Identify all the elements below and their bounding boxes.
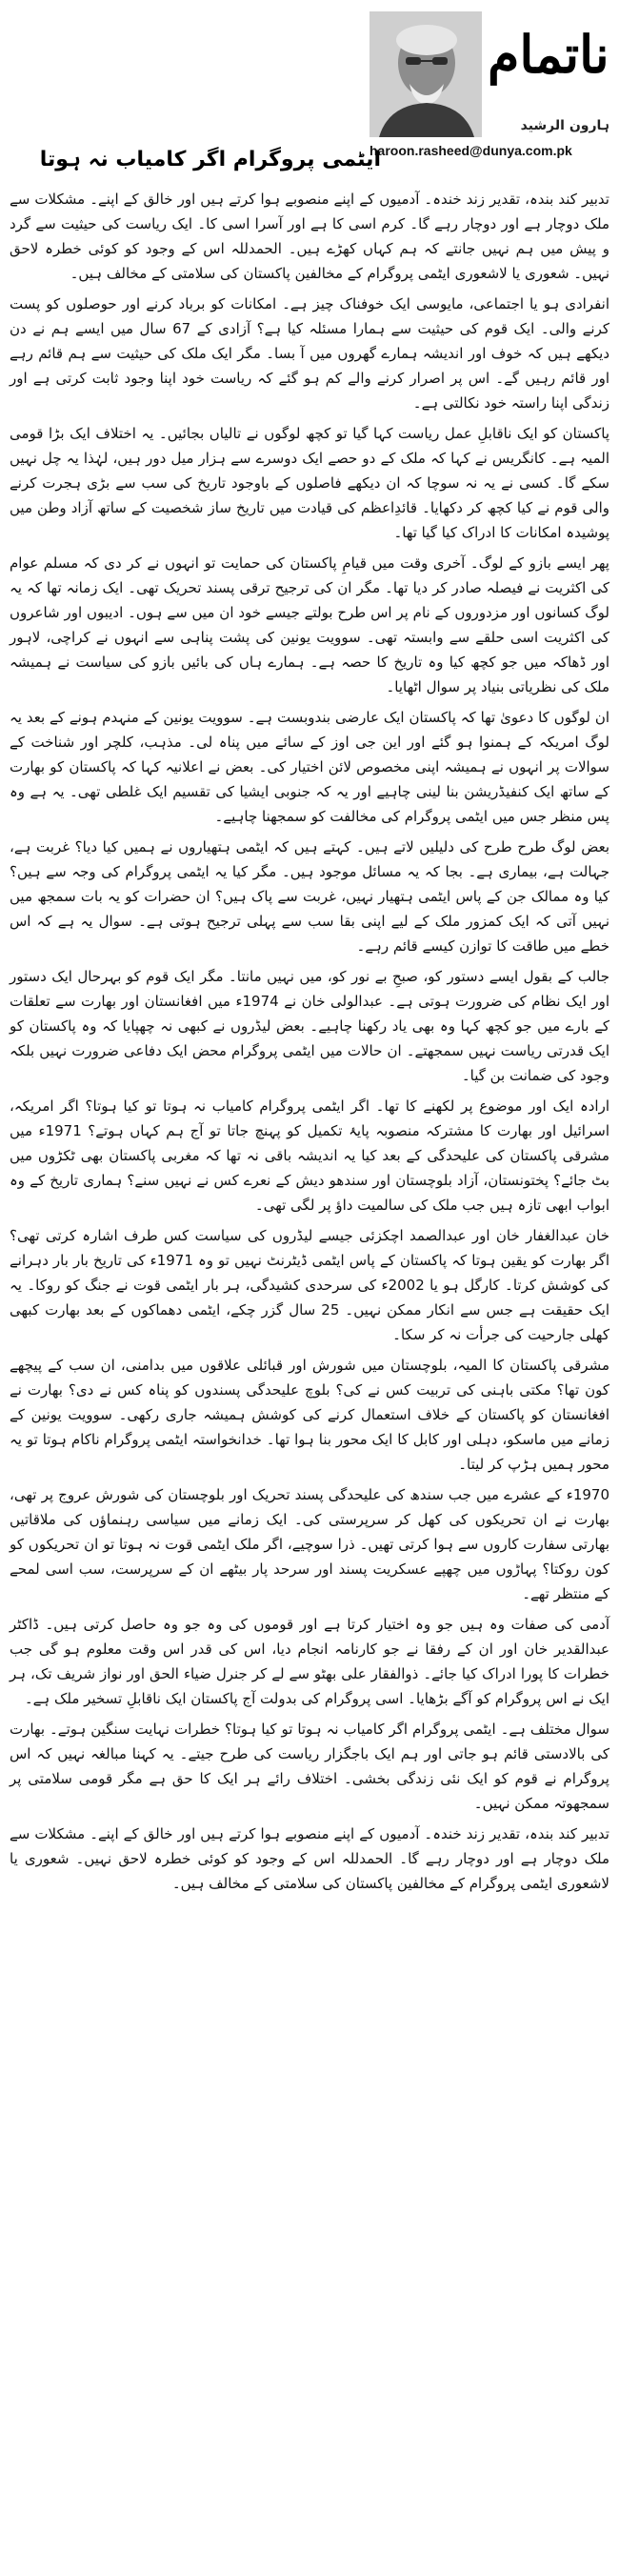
column-header — [0, 0, 619, 171]
author-email[interactable]: haroon.rasheed@dunya.com.pk — [369, 143, 572, 158]
article-paragraph: مشرقی پاکستان کا المیہ، بلوچستان میں شورش اور قبائلی علاقوں میں بدامنی، ان سب کے پیچھے کون تھا؟ مکتی باہنی کی تربیت کس نے کی؟ بلوچ علیحدگی پسندوں کو پناہ کس نے دی؟ بھارت نے افغانستان کو پاکستان کے خلاف استعمال کرنے کی کوشش ہمیشہ جاری رکھی۔ سوویت یونین کے زمانے میں ماسکو، دہلی اور کابل کا ایک محور بنا ہوا تھا۔ خدانخواستہ ایٹمی پروگرام ناکام ہوتا تو یہ محور ہمیں ہڑپ کر لیتا۔ — [10, 1357, 609, 1473]
author-portrait — [369, 11, 482, 137]
article-paragraph: بعض لوگ طرح طرح کی دلیلیں لاتے ہیں۔ کہتے ہیں کہ ایٹمی ہتھیاروں نے ہمیں کیا دیا؟ غربت ہے، جہالت ہے، بیماری ہے۔ بجا کہ یہ مسائل موجود ہیں۔ مگر کیا یہ ایٹمی پروگرام کی وجہ سے ہیں؟ کیا وہ ممالک جن کے پاس ایٹمی ہتھیار نہیں، غربت سے پاک ہیں؟ ان حضرات کو یہ بات سمجھ میں نہیں آتی کہ ایک کمزور ملک کے لیے اپنی بقا سب سے پہلی ترجیح ہوتی ہے۔ سوال یہ ہے کہ اس خطے میں طاقت کا توازن کیسے قائم رہے۔ — [10, 838, 609, 955]
article-body — [10, 187, 609, 1902]
article-paragraph: انفرادی ہو یا اجتماعی، مایوسی ایک خوفناک چیز ہے۔ امکانات کو برباد کرنے اور حوصلوں کو پست کرنے والی۔ ایک قوم کی حیثیت سے ہمارا مسئلہ کیا ہے؟ آزادی کے 67 سال میں ایسے ہم نے دن دیکھے ہیں کہ خوف اور اندیشہ ہمارے گھروں میں آ بسا۔ مگر ایک ملک کی حیثیت سے ہم قائم رہے اور قائم رہیں گے۔ اس پر اصرار کرنے والے کم ہو گئے کہ ریاست خود اپنا وجود ثابت کرتی ہے اور زندگی اپنا راستہ خود نکالتی ہے۔ — [10, 295, 609, 412]
article-paragraph: پھر ایسے بازو کے لوگ۔ آخری وقت میں قیامِ پاکستان کی حمایت تو انہوں نے کر دی کہ مسلم عوام کی اکثریت نے فیصلہ صادر کر دیا تھا۔ مگر ان کی ترجیح ترقی پسند تحریک تھی۔ ایک زمانہ تھا کہ یہ لوگ کسانوں اور مزدوروں کے نام پر اس طرح بولتے جیسے خود ان میں سے ہوں۔ ادیبوں اور شاعروں کی اکثریت اسی حلقے سے وابستہ تھی۔ سوویت یونین کی پشت پناہی سے انہوں نے کراچی، لاہور اور ڈھاکہ میں جو کچھ کیا وہ تاریخ کا حصہ ہے۔ ہمارے ہاں کی بائیں بازو کی سیاست نے ہمیشہ ملک کی نظریاتی بنیاد پر سوال اٹھایا۔ — [10, 554, 609, 695]
article-paragraph: سوال مختلف ہے۔ ایٹمی پروگرام اگر کامیاب نہ ہوتا تو کیا ہوتا؟ خطرات نہایت سنگین ہوتے۔ بھارت کی بالادستی قائم ہو جاتی اور ہم ایک باجگزار ریاست کی طرح جیتے۔ یہ کہنا مبالغہ نہیں کہ اس پروگرام نے قوم کو ایک نئی زندگی بخشی۔ اختلاف رائے ہر ایک کا حق ہے مگر قومی سلامتی پر سمجھوتہ ممکن نہیں۔ — [10, 1721, 609, 1812]
article-paragraph: 1970ء کے عشرے میں جب سندھ کی علیحدگی پسند تحریک اور بلوچستان کی شورش عروج پر تھی، بھارت نے ان تحریکوں کی کھل کر سرپرستی کی۔ ایک زمانے میں سیاسی رہنماؤں کی ملاقاتیں بھارتی سفارت کاروں سے ہوا کرتی تھیں۔ ذرا سوچیے، اگر ملک ایٹمی قوت نہ ہوتا تو ان تحریکوں کو کون روکتا؟ پہاڑوں میں چھپے عسکریت پسند اور سرحد پار بیٹھے ان کے سرپرست، سب اسی لمحے کے منتظر تھے۔ — [10, 1486, 609, 1602]
article-paragraph: خان عبدالغفار خان اور عبدالصمد اچکزئی جیسے لیڈروں کی سیاست کس طرف اشارہ کرتی تھی؟ اگر بھارت کو یقین ہوتا کہ پاکستان کے پاس ایٹمی ڈیٹرنٹ نہیں تو وہ 1971ء کی تاریخ بار بار دہرانے کی کوشش کرتا۔ کارگل ہو یا 2002ء کی سرحدی کشیدگی، ہر بار ایٹمی قوت نے جنگ کو روکا۔ یہ ایک حقیقت ہے جس سے انکار ممکن نہیں۔ 25 سال گزر چکے، ایٹمی دھماکوں کے بعد بھارت کبھی کھلی جارحیت کی جرأت نہ کر سکا۔ — [10, 1227, 610, 1343]
article-paragraph: تدبیر کند بندہ، تقدیر زند خندہ۔ آدمیوں کے اپنے منصوبے ہوا کرتے ہیں اور خالق کے اپنے۔ مشکلات سے ملک دوچار ہے اور دوچار رہے گا۔ الحمدللہ اس کے وجود کو کوئی خطرہ لاحق نہیں۔ شعوری یا لاشعوری ایٹمی پروگرام کے مخالفین پاکستان کی سلامتی کے مخالف ہیں۔ — [10, 1825, 609, 1892]
article-paragraph: پاکستان کو ایک ناقابلِ عمل ریاست کہا گیا تو کچھ لوگوں نے تالیاں بجائیں۔ یہ اختلاف ایک بڑا قومی المیہ ہے۔ کانگریس نے کہا کہ ملک کے دو حصے ایک دوسرے سے ہزار میل دور ہیں، لہٰذا یہ چل نہیں سکے گا۔ کسی نے یہ نہ سوچا کہ ان دیکھے فاصلوں کے باوجود تاریخ کی سب سے بڑی ہجرت کرنے والی قوم نے کیا کچھ کر دکھایا۔ قائدِاعظم کی قیادت میں تاریخ ساز شخصیت کے ساتھ آزاد وطن میں پوشیدہ امکانات کا ادراک کیا گیا تھا۔ — [10, 425, 609, 541]
article-headline: ایٹمی پروگرام اگر کامیاب نہ ہوتا — [39, 148, 381, 171]
column-title: ناتمام — [488, 24, 609, 85]
author-name: ہارون الرشید — [520, 118, 609, 133]
article-paragraph: آدمی کی صفات وہ ہیں جو وہ اختیار کرتا ہے اور قوموں کی وہ جو وہ حاصل کرتی ہیں۔ ڈاکٹر عبدالقدیر خان اور ان کے رفقا نے جو کارنامہ انجام دیا، اس کی قدر اس وقت معلوم ہو گی جب خطرات کا پورا ادراک کیا جائے۔ ذوالفقار علی بھٹو سے لے کر جنرل ضیاء الحق اور نواز شریف تک، ہر ایک نے اس پروگرام کو آگے بڑھایا۔ اسی پروگرام کی بدولت آج پاکستان ایک ناقابلِ تسخیر ملک ہے۔ — [10, 1616, 609, 1707]
column-masthead — [369, 11, 609, 164]
article-paragraph: ارادہ ایک اور موضوع پر لکھنے کا تھا۔ اگر ایٹمی پروگرام کامیاب نہ ہوتا تو کیا ہوتا؟ اگر امریکہ، اسرائیل اور بھارت کا مشترکہ منصوبہ پایۂ تکمیل کو پہنچ جاتا تو آج ہم کہاں ہوتے؟ 1971ء میں مشرقی پاکستان کی علیحدگی کے بعد کیا یہ اندیشہ باقی نہ تھا کہ مغربی پاکستان بھی ٹکڑوں میں بٹ جائے؟ پختونستان، آزاد بلوچستان اور سندھو دیش کے نعرے کس نے نہیں سنے؟ ہماری تاریخ کے وہ ابواب ابھی تازہ ہیں جب ملک کی سالمیت داؤ پر لگی تھی۔ — [10, 1097, 609, 1214]
article-paragraph: ان لوگوں کا دعویٰ تھا کہ پاکستان ایک عارضی بندوبست ہے۔ سوویت یونین کے منہدم ہونے کے بعد یہ لوگ امریکہ کے ہمنوا ہو گئے اور این جی اوز کے سائے میں پناہ لی۔ مذہب، کلچر اور شناخت کے سوالات پر انہوں نے ہمیشہ اپنی مخصوص لائن اختیار کی۔ بعض نے اعلانیہ کہا کہ پاکستان کو بھارت کے ساتھ ایک کنفیڈریشن بنا لینی چاہیے اور یہ کہ جنوبی ایشیا کی تقسیم ایک غلطی تھی۔ یہ ہے وہ پس منظر جس میں ایٹمی پروگرام کی مخالفت کو سمجھنا چاہیے۔ — [10, 709, 609, 825]
author-portrait-icon — [369, 11, 482, 137]
article-paragraph: تدبیر کند بندہ، تقدیر زند خندہ۔ آدمیوں کے اپنے منصوبے ہوا کرتے ہیں اور خالق کے اپنے۔ مشکلات سے ملک دوچار ہے اور دوچار رہے گا۔ کرم اسی کا ہے اور آسرا اسی کا۔ ایک ریاست کی حیثیت سے گرد و پیش میں ہم نہیں جانتے کہ ہم کہاں کھڑے ہیں۔ الحمدللہ اس کے وجود کو کوئی خطرہ لاحق نہیں۔ شعوری یا لاشعوری ایٹمی پروگرام کے مخالفین پاکستان کی سلامتی کے مخالف ہیں۔ — [10, 191, 609, 282]
article-paragraph: جالب کے بقول ایسے دستور کو، صبحِ بے نور کو، میں نہیں مانتا۔ مگر ایک قوم کو بہرحال ایک دستور اور ایک نظام کی ضرورت ہوتی ہے۔ عبدالولی خان نے 1974ء میں افغانستان اور بھارت سے تعلقات کے بارے میں جو کچھ کہا وہ بھی یاد رکھنا چاہیے۔ بعض لیڈروں نے کبھی نہ چھپایا کہ وہ پاکستان کو ایک قدرتی ریاست نہیں سمجھتے۔ ان حالات میں ایٹمی پروگرام محض ایک دفاعی ضرورت نہیں بلکہ وجود کی ضمانت بن گیا۔ — [10, 968, 609, 1084]
